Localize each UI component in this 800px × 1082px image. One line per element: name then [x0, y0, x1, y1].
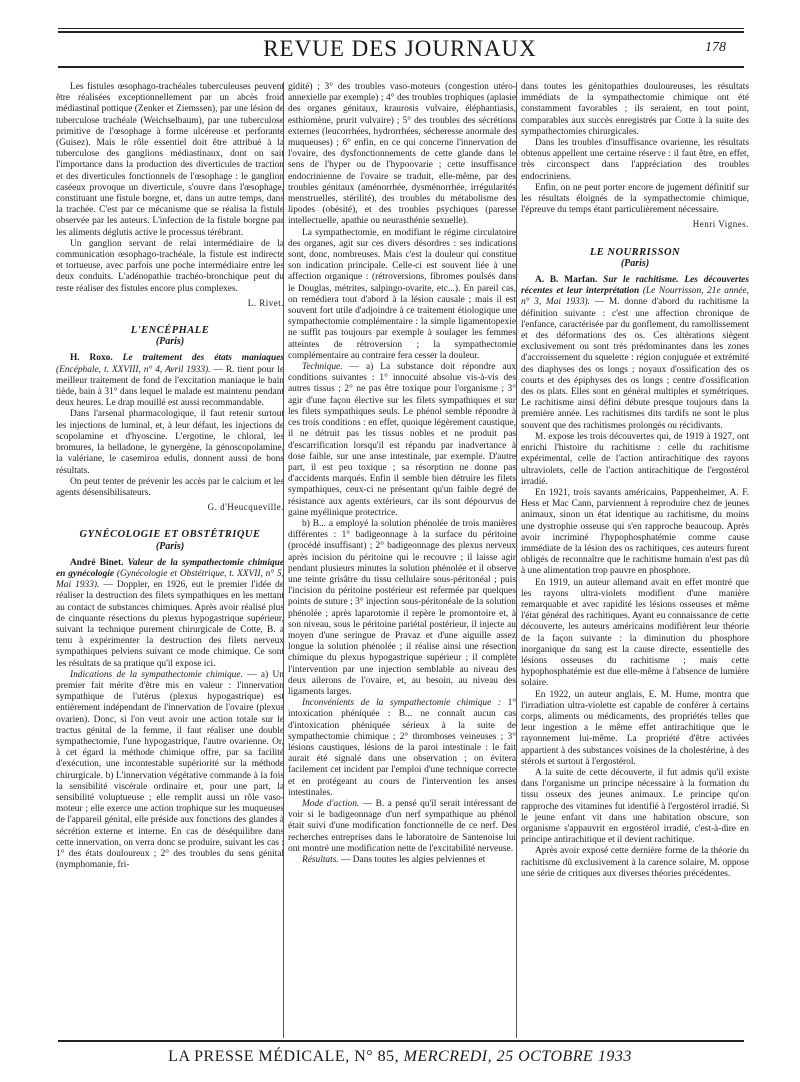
paragraph: b) B... a employé la solution phénolée de trois manières différentes : 1° badigeonnage à la surface du péritoine (procédé insuffisant) ; 2° badigeonnage des plexus nerveux après incision du péritoine qui le recouvre ; il laisse agir pendant plusieurs minutes la solution phénolée et il observe une teinte grisâtre du tissu cellulaire sous-péritonéal ; puis l'incision du péritoine postérieur est refermée par quelques points de suture ; 3° injection sous-péritonéale de la solution phénolée ; après laparotomie il repère le promontoire et, à son niveau, sous le péritoine pariétal postérieur, il injecte au moyen d'une seringue de Pravaz et d'une aiguille assez longue la solution phénolée ; il réalise ainsi une résection chimique du plexus hypogastrique supérieur ; il complète l'intervention par une injection semblable au niveau des deux ailerons de l'ovaire, et, au besoin, au niveau des ligaments larges.: [288, 518, 516, 697]
paragraph: [288, 855, 516, 866]
paragraph: [56, 670, 284, 872]
subheading-label: Indications de la sympathectomie chimique.: [70, 669, 243, 680]
article-abstract: [56, 353, 284, 409]
page-title: REVUE DES JOURNAUX: [263, 36, 537, 61]
page-footer: [0, 1048, 800, 1066]
column-1: [56, 82, 284, 1040]
paragraph: Enfin, on ne peut porter encore de jugement définitif sur les résultats éloignés de la sympathectomie chimique, l'épreuve du temps étant particulièrement nécessaire.: [521, 182, 749, 216]
paragraph: gidité) ; 3° des troubles vaso-moteurs (congestion utéro-annexielle par exemple) ; 4° des troubles trophiques (aplasie des organes génitaux, kraurosis vulvaire, éléphantiasis, esthiomène, prurit vulvaire) ; 5° des troubles des sécrétions externes (leucorrhées, hydrorrhées, sécheresse anormale des muqueuses) ; 6° enfin, en ce qui concerne l'innervation de l'ovaire, des dysfonctionnements de cette glande dans le sens de l'hyper ou de l'hypoovarie ; cette insuffisance endocrinienne de l'ovaire se traduit, elle-même, par des troubles génitaux (aménorrhée, dysménorrhée, irrégularités menstruelles, stérilité), des troubles du métabolisme des lipodes (obésité), et des troubles psychiques (paresse intellectuelle, apathie ou neurasthénie sexuelle).: [288, 82, 516, 227]
paragraph: En 1921, trois savants américains, Pappenheimer, A. F. Hess et Mac Cann, parviennent à reproduire chez de jeunes animaux, sinon un état identique au rachitisme, du moins une dystrophie osseuse qui s'en rapproche beaucoup. Après avoir incriminé l'hypophosphatémie comme cause immédiate de la lésion des os rachitiques, ces auteurs furent obligés de reconnaître que le rachitisme humain n'est pas dû à une alimentation trop pauvre en phosphore.: [521, 487, 749, 577]
footer-rule: [58, 1040, 744, 1042]
page-number: 178: [705, 40, 726, 55]
footer-journal-issue: LA PRESSE MÉDICALE, N° 85,: [168, 1048, 400, 1065]
paragraph: Dans l'arsenal pharmacologique, il faut retenir surtout les injections de luminal, et, à leur défaut, les injections de scopolamine et d'hyoscine. L'ergotine, le chloral, les bromures, la belladone, le gynergène, la génoscopolamine, la valériane, le casemiroa edulis, donnent aussi de bons résultats.: [56, 409, 284, 476]
paragraph: M. expose les trois découvertes qui, de 1919 à 1927, ont enrichi l'histoire du rachitisme : celle du rachitisme expérimental, celle de l'action antirachitique des rayons ultraviolets, celle de l'action antirachitique de l'ergostérol irradié.: [521, 431, 749, 487]
section-subtitle: (Paris): [155, 336, 185, 348]
section-title-gynecologie: GYNÉCOLOGIE ET OBSTÉTRIQUE: [79, 529, 261, 541]
header-top-rule-thick: [58, 31, 744, 33]
column-divider: [283, 82, 284, 1038]
article-text: — R. tient pour le meilleur traitement de fond de l'excitation maniaque le bain tiède, bain à 31° dans lequel le malade est maintenu pendant deux heures. Le drap mouillé est aussi recommandable.: [56, 364, 284, 409]
author-signature: L. Rivet.: [247, 297, 284, 308]
paragraph: [288, 698, 516, 799]
paragraph: [288, 799, 516, 855]
author-signature: Henri Vignes.: [692, 219, 749, 230]
paragraph-text: 1° intoxication phéniquée : B... ne connaît aucun cas d'intoxication phéniquée sérieux à la suite de sympathectomie chimique ; 2° thromboses veineuses ; 3° lésions caustiques, lésions de la paroi intestinale : le fait aurait été signalé dans une observation ; on évitera facilement cet incident par l'emploi d'une technique correcte et en protégeant au cours de l'intervention les anses intestinales.: [288, 698, 516, 798]
column-3: [521, 82, 749, 1040]
paragraph-text: — Dans toutes les algies pelviennes et: [341, 855, 486, 866]
article-author: André Binet.: [70, 557, 124, 568]
article-title: Le traitement des états maniaques: [122, 353, 284, 364]
article-reference: (Gynécologie et Obstétrique, t. XXVII, n° 5, Mai 1933).: [56, 568, 284, 591]
article-text: — Doppler, en 1926, eut le premier l'idée de réaliser la destruction des filets sympathiques en les mettant au contact de substances chimiques. Après avoir réalisé plus de cinquante résections du plexus hypogastrique supérieur, suivant la technique purement chirurgicale de Cotte, B. a tenu à expérimenter la destruction des filets nerveux sympathiques pelviens suivant ce mode chimique. Ce sont les résultats de sa pratique qu'il expose ici.: [56, 580, 284, 669]
header-top-rule-thin: [58, 28, 744, 29]
paragraph: Dans les troubles d'insuffisance ovarienne, les résultats obtenus appellent une certaine réserve : il faut être, en effet, très circonspect dans l'appréciation des troubles endocriniens.: [521, 138, 749, 182]
paragraph: A la suite de cette découverte, il fut admis qu'il existe dans l'organisme un principe nécessaire à la formation du tissu osseux des jeunes animaux. Le principe qu'on rapproche des vitamines fut identifié à l'ergostérol irradié. Si le jeune enfant vit dans une habitation obscure, son organisme s'appauvrit en ergostérol irradié, c'est-à-dire en principe antirachitique et il devient rachitique.: [521, 767, 749, 846]
article-title: Sur le rachitisme. Les découvertes récentes et leur interprétation: [521, 275, 749, 297]
article-text: — M. donne d'abord du rachitisme la définition suivante : c'est une affection chronique de l'enfance, caractérisée par du gonflement, du ramollissement et des déformations des os. Ces altérations siègent exclusivement ou sont très prédominantes dans les zones d'accroissement du squelette : région conjuguée et extrémité des diaphyses des os longs ; noyaux d'ossification des os courts et des épiphyses des os longs ; centre d'ossification des os plats. Elles sont en général multiples et symétriques. Le rachitisme ainsi défini débute presque toujours dans la première année. Les rachitismes dits tardifs ne sont le plus souvent que des rachitismes prolongés ou récidivants.: [521, 297, 749, 431]
paragraph-text: — a) La substance doit répondre aux conditions suivantes : 1° innocuité absolue vis-à-vis des autres tissus ; 2° ne pas être toxique pour l'organisme ; 3° agir d'une façon élective sur les filets sympathiques et sur les filets sympathiques seuls. Le phénol semble répondre à ces trois conditions : en effet, quoique légèrement caustique, il ne détruit pas les tissus nobles et ne produit pas d'escarrification lorsqu'il est répandu par inadvertance à dose faible, sur une anse intestinale, par exemple. D'autre part, il est peu toxique ; sa résorption ne donne pas d'accidents marqués. Enfin il semble bien détruire les filets sympathiques, ceux-ci ne présentant qu'un faible degré de résistance aux agents extérieurs, car ils sont dépourvus de gaine myélinique protectrice.: [288, 362, 516, 518]
article-author: H. Roxo.: [70, 353, 113, 364]
paragraph: dans toutes les génitopathies douloureuses, les résultats immédiats de la sympathectomie chimique ont été constamment favorables ; ils seraient, en tout point, comparables aux succès enregistrés par Cotte à la suite des sympathectomies chirurgicales.: [521, 82, 749, 137]
header-bottom-rule: [58, 66, 744, 68]
paragraph: La sympathectomie, en modifiant le régime circulatoire des organes, agit sur ces divers désordres : ses indications sont, donc, nombreuses. Mais c'est la douleur qui constitue son indication principale. Celle-ci est souvent liée à une affection organique : (rétroversions, fibromes poulsés dans le Douglas, métrites, salpingo-ovarite, etc...). En pareil cas, on remédiera tout d'abord à la lésion causale ; mais il est souvent fort utile d'adjoindre à ce traitement étiologique une sympathectomie complémentaire : la simple ligamentopexie ne suffit pas toujours par exemple à soulager les femmes atteintes de rétroversion ; la sympathectomie complémentaire au contraire fera cesser la douleur.: [288, 227, 516, 361]
article-title: Valeur de la sympathectomie chimique en gynécologie: [56, 557, 284, 579]
paragraph-text: — B. a pensé qu'il serait intéressant de voir si le badigeonnage d'un nerf sympathique au phénol était suivi d'une modification fonctionnelle de ce nerf. Des recherches entreprises dans le laboratoire de Santenoise lui ont montré une modification nette de l'excitabilité nerveuse.: [288, 799, 516, 854]
column-2: [288, 82, 516, 1040]
footer-date: MERCREDI, 25 OCTOBRE 1933: [403, 1048, 632, 1065]
article-abstract: [521, 275, 749, 432]
section-title-encephale: L'ENCÉPHALE: [130, 325, 210, 337]
subheading-label: Résultats.: [302, 855, 339, 866]
paragraph: Un ganglion servant de relai intermédiaire de la communication œsophago-trachéale, la fistule est indirecte et tortueuse, avec parfois une poche intermédiaire entre les deux conduits. L'adénopathie trachéo-bronchique peut du reste réaliser des fistules encore plus complexes.: [56, 238, 284, 294]
section-subtitle: (Paris): [155, 540, 185, 552]
section-subtitle: (Paris): [620, 257, 650, 269]
paragraph: En 1922, un auteur anglais, E. M. Hume, montra que l'irradiation ultra-violette est capable de conférer à certains corps, aliments ou médicaments, des propriétés telles que leur ingestion a le même effet antirachitique que le rayonnement lui-même. La propriété d'être activées appartient à des substances voisines de la cholestérine, à des stérols et surtout à l'ergostérol.: [521, 689, 749, 767]
paragraph: Après avoir exposé cette dernière forme de la théorie du rachitisme dû exclusivement à la carence solaire, M. oppose une série de critiques aux diverses théories précédentes.: [521, 846, 749, 879]
author-signature: G. d'Heucqueville.: [207, 502, 284, 513]
subheading-label: Inconvénients de la sympathectomie chimique :: [302, 698, 501, 709]
subheading-label: Technique.: [302, 362, 343, 373]
paragraph: [288, 362, 516, 519]
section-title-nourrisson: LE NOURRISSON: [589, 246, 681, 258]
article-author: A. B. Marfan.: [535, 275, 598, 286]
paragraph: On peut tenter de prévenir les accès par le calcium et les agents désensibilisateurs.: [56, 476, 284, 498]
article-reference: (Le Nourrisson, 21e année, n° 3, Mai 1933).: [521, 286, 749, 308]
article-reference: (Encéphale, t. XXVIII, n° 4, Avril 1933).: [56, 364, 211, 375]
paragraph: Les fistules œsophago-trachéales tuberculeuses peuvent être réalisées exceptionnellement par un abcès froid médiastinal pottique (Zenker et Ziemssen), par une lésion de tuberculose trachéale (Weichselbaum), par une tuberculose primitive de l'œsophage à forme ulcéreuse et perforante (Guisez). Mais le rôle essentiel doit être attribué à la tuberculose des ganglions médiastinaux, dont on sait l'importance dans la production des diverticules de traction et des diverticules fonctionnels de l'œsophage : le ganglion caséeux provoque un diverticule, s'ouvre dans l'œsophage, constituant une fistule borgne, et, dans un autre temps, dans la trachée. C'est par ce mécanisme que se réalisa la fistule observée par les auteurs. L'infection de la fistule borgne par les aliments déglutis active le processus térébrant.: [56, 82, 284, 238]
paragraph-text: — a) Un premier fait mérite d'être mis en valeur : l'innervation sympathique de l'utérus (plexus hypogastrique) est entièrement indépendant de l'innervation de l'ovaire (plexus ovarien). Donc, si l'on veut avoir une action totale sur le tractus génital de la femme, il faut réaliser une double sympathectomie, l'une hypogastrique, l'autre ovarienne. Or, à cet égard la méthode chimique offre, par sa facilité d'exécution, une incontestable supériorité sur la méthode chirurgicale. b) L'innervation végétative commande à la fois la sensibilité viscérale ordinaire et, pour une part, la sensibilité voluptueuse ; elle remplit aussi un rôle vaso-moteur ; elle exerce une action trophique sur les muqueuses de l'appareil génital, elle préside aux fonctions des glandes à sécrétion externe et interne. En cas de déséquilibre dans cette innervation, on verra donc se produire, suivant les cas : 1° des états douloureux ; 2° des troubles du sens génital (nymphomanie, fri-: [56, 669, 284, 871]
paragraph: En 1919, un auteur allemand avait en effet montré que les rayons ultra-violets modifient d'une manière remarquable et avec rapidité les lésions osseuses et même l'état général des rachitiques. Ayant eu connaissance de cette découverte, les auteurs américains modifièrent leur théorie de la façon suivante : la diminution du phosphore inorganique du sang est la cause directe, essentielle des lésions osseuses du rachitisme ; mais cette hypophosphatémie est due elle-même à l'absence de lumière solaire.: [521, 577, 749, 689]
subheading-label: Mode d'action.: [302, 799, 360, 809]
article-abstract: [56, 558, 284, 670]
column-divider: [516, 82, 517, 1038]
